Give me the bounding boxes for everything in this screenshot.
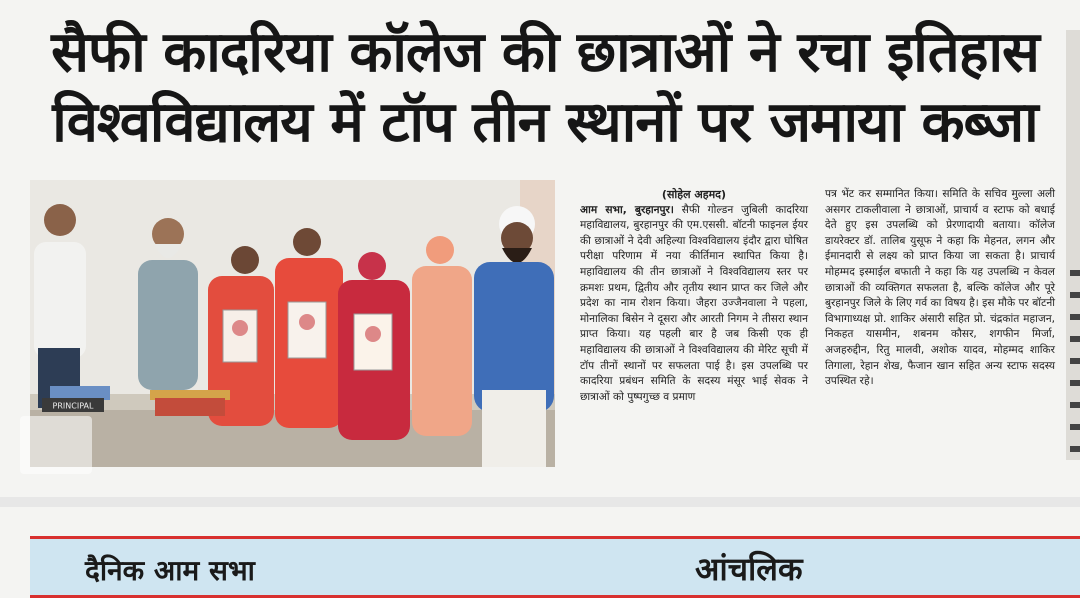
byline: (सोहेल अहमद): [661, 188, 727, 201]
page-footer-band: [30, 536, 1080, 598]
name-plate: [42, 398, 104, 412]
newspaper-name: दैनिक आम सभा: [85, 554, 255, 587]
headline: [40, 18, 1050, 158]
headline-line-2: विश्वविद्यालय में टॉप तीन स्थानों पर जमाया कब्जा: [52, 90, 1038, 155]
watermark-badge: [20, 416, 92, 474]
article-text-2: पत्र भेंट कर सम्मानित किया। समिति के सचिव मुल्ला अली असगर टाकलीवाला ने छात्राओं, प्राचार्य व स्टाफ को बधाई देते हुए इस उपलब्धि को प्रेरणादायी बताया। कॉलेज डायरेक्टर डॉ. तालिब युसूफ ने कहा कि मेहनत, लगन और ईमानदारी से लक्ष्य को प्राप्त किया जा सकता है। प्राचार्य मोहम्मद इस्माईल बफाती ने कहा कि यह उपलब्धि न केवल छात्राओं की व्यक्तिगत सफलता है, बल्कि कॉलेज और पूरे बुरहानपुर जिले के लिए गर्व का विषय है। इस मौके पर बॉटनी विभागाध्यक्ष प्रो. शाकिर अंसारी सहित प्रो. चंद्रकांत महाजन, निकहत यासमीन, शबनम कौसर, शगफीन मिर्जा, अजहरुद्दीन, रितु मालवी, अशोक यादव, मोहम्मद शाकिर तिगाला, रेहान शेख, फैजान खान सहित अन्य स्टाफ सदस्य उपस्थित रहे।: [825, 188, 1055, 388]
adjacent-column-edge: [1066, 30, 1080, 460]
headline-line-1: सैफी कादरिया कॉलेज की छात्राओं ने रचा इतिहास: [51, 20, 1039, 85]
article-column-2: [825, 187, 1055, 390]
news-photo: [30, 180, 555, 467]
dateline: आम सभा, बुरहानपुर।: [580, 203, 674, 216]
article-column-1: [580, 187, 808, 405]
page-separator: [0, 497, 1080, 507]
article-text-1: सैफी गोल्डन जुबिली कादरिया महाविद्यालय, बुरहानपुर की एम.एससी. बॉटनी फाइनल ईयर की छात्राओं ने देवी अहिल्या विश्वविद्यालय इंदौर द्वारा घोषित परीक्षा परिणाम में नया कीर्तिमान स्थापित किया है। महाविद्यालय की तीन छात्राओं ने विश्वविद्यालय स्तर पर क्रमशः प्रथम, द्वितीय और तृतीय स्थान प्राप्त कर जिले और प्रदेश का नाम रोशन किया। जैहरा उज्जैनवाला ने पहला, मोनालिका बिसेन ने दूसरा और आरती निगम ने तीसरा स्थान प्राप्त किया। यह पहली बार है जब किसी एक ही महाविद्यालय की छात्राओं ने विश्वविद्यालय की मेरिट सूची में टॉप तीनों स्थानों पर सफलता पाई है। इस उपलब्धि पर कादरिया प्रबंधन समिति के सदस्य मंसूर भाई सेवक ने छात्राओं को पुष्पगुच्छ व प्रमाण: [580, 203, 808, 403]
svg-text:PRINCIPAL: PRINCIPAL: [52, 401, 94, 411]
section-name: आंचलिक: [695, 550, 803, 588]
